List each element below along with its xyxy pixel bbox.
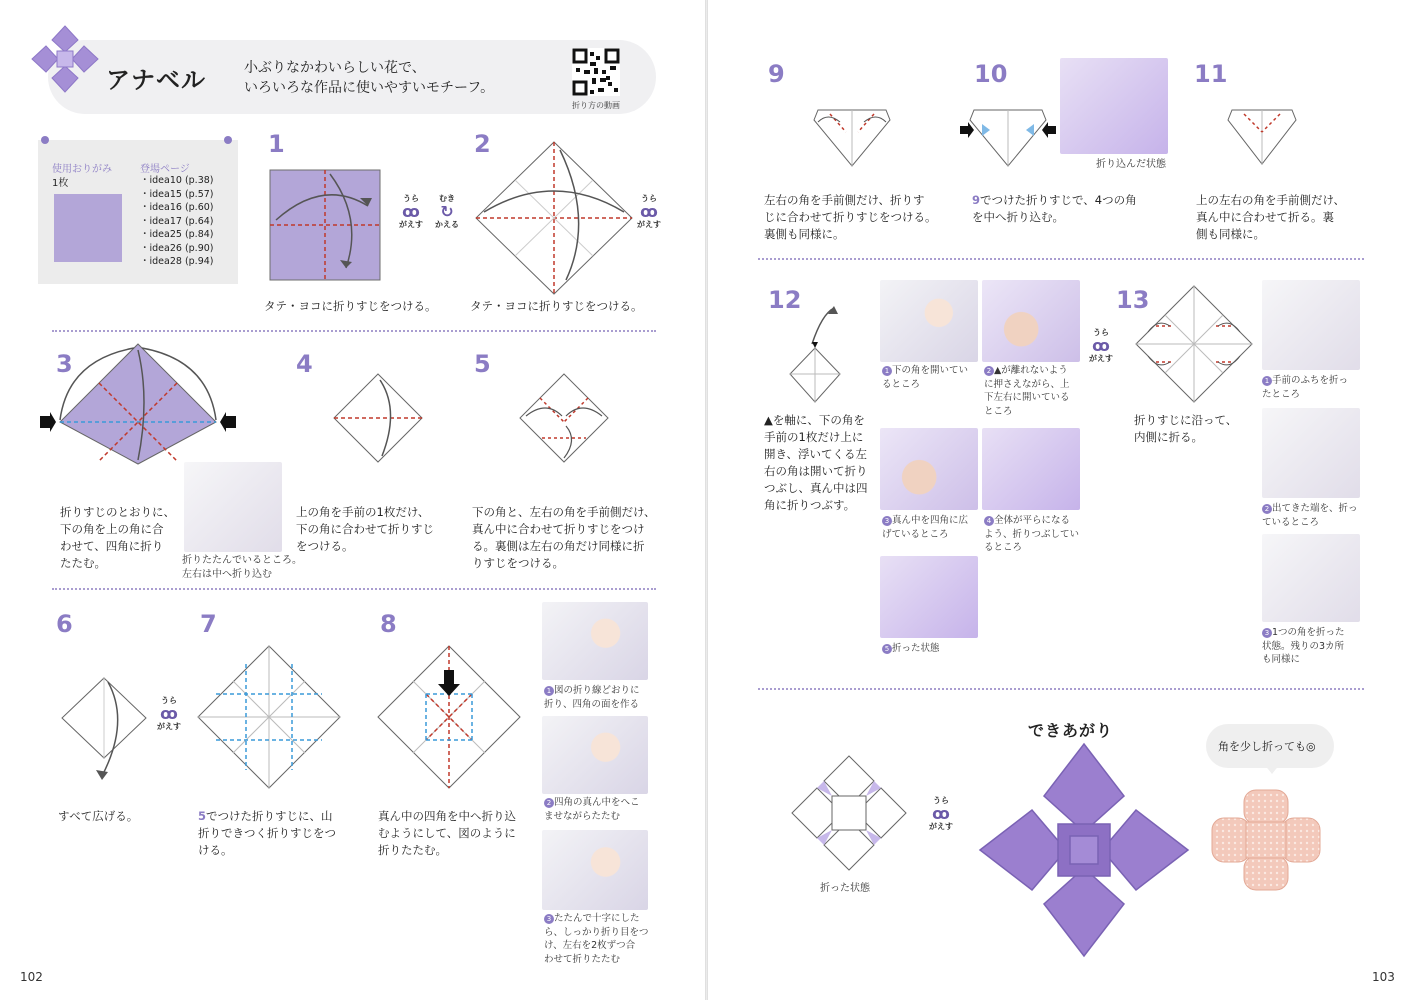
divider bbox=[52, 330, 656, 332]
step-number: 2 bbox=[474, 130, 491, 158]
step-text: 真ん中の四角を中へ折り込 むようにして、図のように 折りたたむ。 bbox=[378, 809, 516, 857]
step8-diagram bbox=[376, 644, 522, 790]
step-text: 折りすじのとおりに、 下の角を上の角に合 わせて、四角に折り たたむ。 bbox=[60, 505, 175, 570]
speech-bubble-tail bbox=[1264, 764, 1280, 774]
step-text: 上の左右の角を手前側だけ、 真ん中に合わせて折る。裏 側も同様に。 bbox=[1196, 193, 1346, 241]
step6-diagram bbox=[58, 672, 154, 782]
step9-diagram bbox=[810, 104, 894, 172]
step-number: 3 bbox=[56, 350, 73, 378]
step-number: 8 bbox=[380, 610, 397, 638]
pin-icon bbox=[224, 136, 232, 144]
step12-photo-1 bbox=[880, 280, 978, 362]
photo-caption: 3 真ん中を四角に広 げているところ bbox=[882, 515, 969, 540]
photo-caption: 2 ▲が離れないよう に押さえながら、上 下左右に開いている ところ bbox=[984, 365, 1070, 417]
step13-diagram bbox=[1132, 282, 1256, 406]
step-text: タテ・ヨコに折りすじをつける。 bbox=[470, 299, 643, 313]
page-ref: ・idea16 (p.60) bbox=[140, 202, 214, 213]
step-number: 9 bbox=[768, 60, 785, 88]
step-number: 11 bbox=[1194, 60, 1228, 88]
finish-title: できあがり bbox=[1028, 721, 1114, 740]
step5-diagram bbox=[516, 370, 612, 466]
step4-diagram bbox=[330, 370, 426, 466]
step13-photo-2 bbox=[1262, 408, 1360, 498]
page-ref: ・idea10 (p.38) bbox=[140, 175, 214, 186]
speech-bubble-text: 角を少し折っても◎ bbox=[1218, 740, 1316, 753]
step-text: 折りすじに沿って、 内側に折る。 bbox=[1134, 413, 1238, 444]
step-number: 10 bbox=[974, 60, 1008, 88]
photo-caption: 2 四角の真ん中をへこ ませながらたたむ bbox=[544, 797, 640, 822]
page-ref: ・idea26 (p.90) bbox=[140, 242, 214, 254]
step-text: タテ・ヨコに折りすじをつける。 bbox=[264, 299, 437, 313]
paper-label: 使用おりがみ bbox=[52, 164, 112, 175]
photo-caption: 4 全体が平らになる よう、折りつぶしてい るところ bbox=[984, 515, 1080, 553]
step1-diagram bbox=[268, 168, 384, 282]
step12-diagram bbox=[782, 304, 862, 408]
pages-list bbox=[140, 174, 214, 269]
page-ref: ・idea15 (p.57) bbox=[140, 188, 214, 200]
step8-photo-2 bbox=[542, 716, 648, 794]
pages-label: 登場ページ bbox=[140, 164, 190, 175]
step-text: 左右の角を手前側だけ、折りす じに合わせて折りすじをつける。 裏側も同様に。 bbox=[764, 193, 937, 241]
step8-photo-1 bbox=[542, 602, 648, 680]
step-number: 7 bbox=[200, 610, 217, 638]
step3-diagram bbox=[38, 340, 248, 470]
step12-photo-3 bbox=[880, 428, 978, 510]
photo-caption: 折り込んだ状態 bbox=[1096, 159, 1166, 170]
step-number: 1 bbox=[268, 130, 285, 158]
step10-diagram bbox=[960, 104, 1056, 172]
flip-over-label: うら ꝏ がえす bbox=[929, 796, 953, 831]
page-number: 103 bbox=[1372, 970, 1395, 984]
right-page bbox=[708, 0, 1414, 1000]
flower-logo-icon bbox=[28, 22, 102, 96]
page-ref: ・idea25 (p.84) bbox=[140, 229, 214, 240]
page-number: 102 bbox=[20, 970, 43, 984]
pink-flower-icon bbox=[1208, 786, 1324, 894]
step12-photo-4 bbox=[982, 428, 1080, 510]
step-ref: 5 bbox=[198, 809, 207, 823]
flip-over-label: うら ꝏ がえす bbox=[637, 194, 661, 229]
step-text bbox=[198, 808, 336, 859]
flip-over-label: うら ꝏ がえす bbox=[1089, 328, 1113, 363]
step-text: すべて広げる。 bbox=[58, 809, 139, 823]
step-number: 4 bbox=[296, 350, 313, 378]
flip-over-label: うら ꝏ がえす bbox=[399, 194, 423, 229]
step13-photo-1 bbox=[1262, 280, 1360, 370]
divider bbox=[758, 258, 1364, 260]
divider bbox=[52, 588, 656, 590]
photo-caption: 1 下の角を開いてい るところ bbox=[882, 365, 969, 390]
step-text: ▲を軸に、下の角を 手前の1枚だけ上に 開き、浮いてくる左 右の角は開いて折り つぶし、真ん中は四 角に折りつぶす。 bbox=[764, 413, 868, 512]
step11-diagram bbox=[1222, 104, 1302, 170]
step13-photo-3 bbox=[1262, 534, 1360, 622]
finished-flower-icon bbox=[974, 740, 1194, 960]
step8-photo-3 bbox=[542, 830, 648, 910]
step-number: 12 bbox=[768, 286, 802, 314]
folded-caption: 折った状態 bbox=[820, 883, 870, 894]
step-text-body: でつけた折りすじに、山 折りできつく折りすじをつ ける。 bbox=[198, 809, 336, 857]
flip-over-label: うら ꝏ がえす bbox=[157, 696, 181, 731]
photo-caption: 折りたたんでいるところ。 左右は中へ折り込む bbox=[182, 555, 302, 580]
divider bbox=[758, 688, 1364, 690]
photo-caption: 5 折った状態 bbox=[882, 642, 940, 656]
step-text: 下の角と、左右の角を手前側だけ、 真ん中に合わせて折りすじをつけ る。裏側は左右の角だけ同様に折 りすじをつける。 bbox=[472, 505, 656, 570]
page-ref: ・idea17 (p.64) bbox=[140, 215, 214, 227]
step-ref: 9 bbox=[972, 193, 981, 207]
step-number: 13 bbox=[1116, 286, 1150, 314]
step12-photo-2 bbox=[982, 280, 1080, 362]
photo-caption: 1 手前のふちを折っ たところ bbox=[1262, 375, 1349, 400]
step-text bbox=[972, 192, 1137, 226]
step-number: 6 bbox=[56, 610, 73, 638]
step-text: 上の角を手前の1枚だけ、 下の角に合わせて折りすじ をつける。 bbox=[296, 505, 434, 553]
left-page bbox=[0, 0, 706, 1000]
step12-photo-5 bbox=[880, 556, 978, 638]
step2-diagram bbox=[474, 140, 634, 300]
step-text-body: でつけた折りすじで、4つの角 を中へ折り込む。 bbox=[972, 193, 1137, 224]
rotate-label: むき ↻ かえる bbox=[435, 194, 459, 229]
step7-diagram bbox=[196, 644, 342, 790]
pin-icon bbox=[41, 136, 49, 144]
step3-photo bbox=[184, 462, 282, 552]
page-title: アナベル bbox=[106, 66, 206, 94]
photo-caption: 3 1つの角を折った 状態。残りの3カ所 も同様に bbox=[1262, 627, 1345, 665]
photo-caption: 3 たたんで十字にした ら、しっかり折り目をつ け、左右を2枚ずつ合 わせて折りたたむ bbox=[544, 913, 649, 965]
qr-caption: 折り方の動画 bbox=[572, 101, 620, 110]
intro-text: 小ぶりなかわいらしい花で、 いろいろな作品に使いやすいモチーフ。 bbox=[244, 60, 495, 96]
paper-swatch bbox=[54, 194, 122, 262]
folded-result-diagram bbox=[788, 752, 910, 874]
paper-count: 1枚 bbox=[52, 178, 69, 189]
step-number: 5 bbox=[474, 350, 491, 378]
qr-code-icon bbox=[572, 48, 620, 96]
photo-caption: 1 図の折り線どおりに 折り、四角の面を作る bbox=[544, 685, 640, 710]
photo-caption: 2 出てきた端を、折っ ているところ bbox=[1262, 503, 1358, 528]
page-ref: ・idea28 (p.94) bbox=[140, 256, 214, 267]
step10-photo bbox=[1060, 58, 1168, 154]
